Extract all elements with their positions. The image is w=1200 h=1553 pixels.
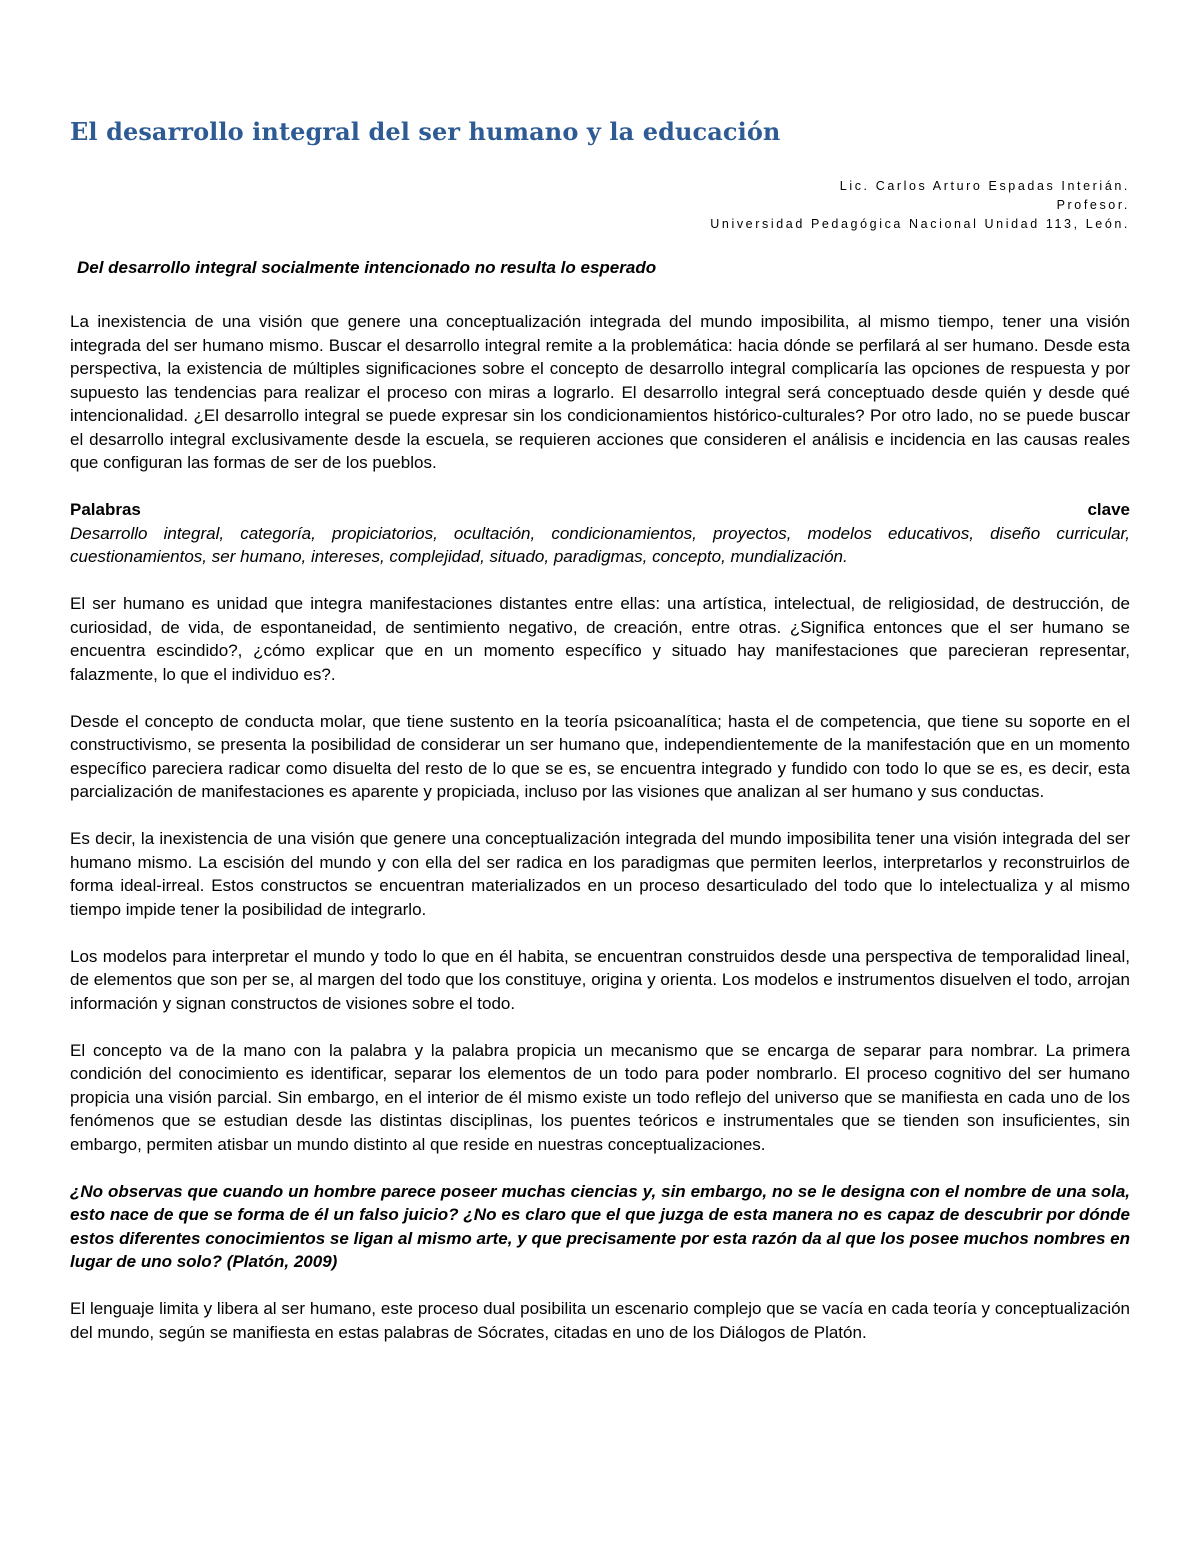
document-title: El desarrollo integral del ser humano y la educación: [70, 117, 781, 146]
author-block: [710, 177, 1130, 234]
author-name: Lic. Carlos Arturo Espadas Interián.: [839, 179, 1130, 193]
body-paragraph: El ser humano es unidad que integra manifestaciones distantes entre ellas: una artística, intelectual, de religiosidad, de destrucción, de curiosidad, de vida, de espontaneidad, de sentimiento negativo, de creación, entre otras. ¿Significa entonces que el ser humano se encuentra escindido?, ¿cómo explicar que en un momento específico y situado hay manifestaciones que parecieran representar, falazmente, lo que el individuo es?.: [70, 594, 1130, 684]
body-paragraph: Desde el concepto de conducta molar, que tiene sustento en la teoría psicoanalítica; hasta el de competencia, que tiene su soporte en el constructivismo, se presenta la posibilidad de considerar un ser humano que, independientemente de la manifestación que en un momento específico pareciera radicar como disuelta del resto de lo que se es, se encuentra integrado y fundido con todo lo que se es, es decir, esta parcialización de manifestaciones es aparente y propiciada, incluso por las visiones que analizan al ser humano y sus conductas.: [70, 711, 1130, 801]
intro-paragraph: La inexistencia de una visión que genere una conceptualización integrada del mundo imposibilita, al mismo tiempo, tener una visión integrada del ser humano mismo. Buscar el desarrollo integral remite a la problemática: hacia dónde se perfilará al ser humano. Desde esta perspectiva, la existencia de múltiples significaciones sobre el concepto de desarrollo integral complicaría las opciones de respuesta y por supuesto las tendencias para realizar el proceso con miras a lograrlo. El desarrollo integral será conceptuado desde quién y desde qué intencionalidad. ¿El desarrollo integral se puede expresar sin los condicionamientos histórico-culturales? Por otro lado, no se puede buscar el desarrollo integral exclusivamente desde la escuela, se requieren acciones que consideren el análisis e incidencia en las causas reales que configuran las formas de ser de los pueblos.: [70, 312, 1130, 472]
body-paragraph: Los modelos para interpretar el mundo y todo lo que en él habita, se encuentran construidos desde una perspectiva de temporalidad lineal, de elementos que son per se, al margen del todo que los constituye, origina y orienta. Los modelos e instrumentos disuelven el todo, arrojan información y signan constructos de visiones sobre el todo.: [70, 946, 1130, 1013]
keywords-block: [70, 498, 1130, 569]
document-body: [70, 310, 1130, 1368]
plato-quote: ¿No observas que cuando un hombre parece poseer muchas ciencias y, sin embargo, no se le designa con el nombre de una sola, esto nace de que se forma de él un falso juicio? ¿No es claro que el que juzga de esta manera no es capaz de descubrir por dónde estos diferentes conocimientos se ligan al mismo arte, y que precisamente por esta razón da al que los posee muchos nombres en lugar de uno solo? (Platón, 2009): [70, 1181, 1130, 1271]
keywords-label-left: Palabras: [70, 500, 141, 519]
body-paragraph: El concepto va de la mano con la palabra y la palabra propicia un mecanismo que se encarga de separar para nombrar. La primera condición del conocimiento es identificar, separar los elementos de un todo para poder nombrarlo. El proceso cognitivo del ser humano propicia una visión parcial. Sin embargo, en el interior de él mismo existe un todo reflejo del universo que se manifiesta en cada uno de los fenómenos que se estudian desde las distintas disciplinas, los puentes teóricos e instrumentales que se tienden son insuficientes, sin embargo, permiten atisbar un mundo distinto al que reside en nuestras conceptualizaciones.: [70, 1040, 1130, 1154]
keywords-label-right: clave: [1087, 500, 1130, 519]
keywords-heading: [70, 498, 1130, 522]
section-subtitle: Del desarrollo integral socialmente intencionado no resulta lo esperado: [77, 258, 657, 277]
keywords-list: Desarrollo integral, categoría, propiciatorios, ocultación, condicionamientos, proyectos, modelos educativos, diseño curricular, cuestionamientos, ser humano, intereses, complejidad, situado, paradigmas, concepto, mundialización.: [70, 523, 1130, 566]
closing-paragraph: El lenguaje limita y libera al ser humano, este proceso dual posibilita un escenario complejo que se vacía en cada teoría y conceptualización del mundo, según se manifiesta en estas palabras de Sócrates, citadas en uno de los Diálogos de Platón.: [70, 1299, 1130, 1342]
body-paragraph: Es decir, la inexistencia de una visión que genere una conceptualización integrada del mundo imposibilita tener una visión integrada del ser humano mismo. La escisión del mundo y con ella del ser radica en los paradigmas que permiten leerlos, interpretarlos y reconstruirlos de forma ideal-irreal. Estos constructos se encuentran materializados en un proceso desarticulado del todo que lo intelectualiza y al mismo tiempo impide tener la posibilidad de integrarlo.: [70, 829, 1130, 919]
author-institution: Universidad Pedagógica Nacional Unidad 113, León.: [710, 217, 1130, 231]
author-role: Profesor.: [1056, 198, 1130, 212]
